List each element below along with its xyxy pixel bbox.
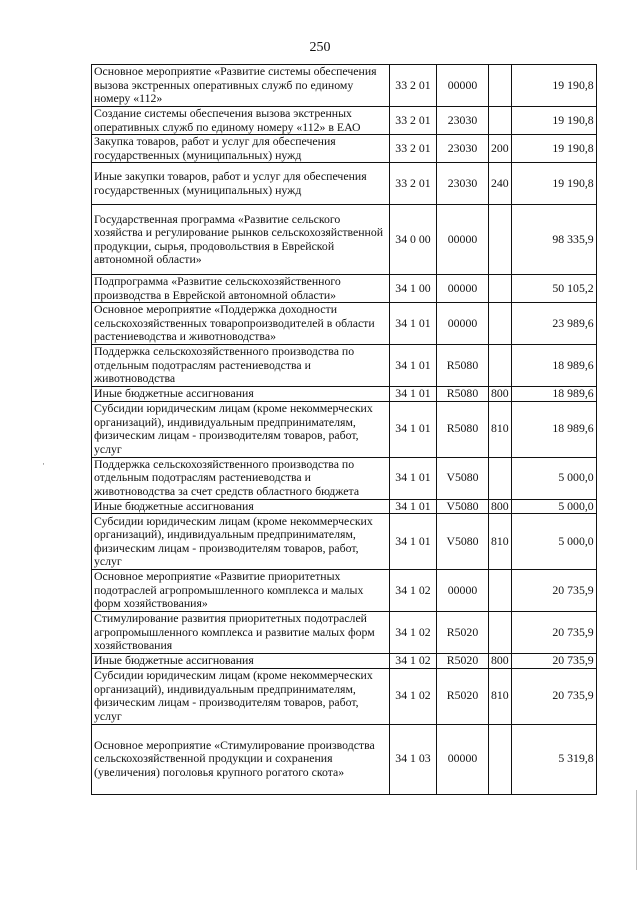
table-row xyxy=(92,514,597,570)
row-expense-type: 800 xyxy=(489,499,512,514)
budget-table xyxy=(91,64,597,795)
row-direction-code: 23030 xyxy=(437,135,489,163)
row-expense-type: 800 xyxy=(489,654,512,669)
row-amount: 19 190,8 xyxy=(511,65,596,107)
row-expense-type xyxy=(489,612,512,654)
row-name: Подпрограмма «Развитие сельскохозяйственного производства в Еврейской автономной области» xyxy=(92,275,390,303)
row-name: Иные бюджетные ассигнования xyxy=(92,499,390,514)
row-program-code: 34 1 02 xyxy=(390,654,437,669)
row-amount: 50 105,2 xyxy=(511,275,596,303)
scan-edge-line xyxy=(636,790,637,870)
row-name: Субсидии юридическим лицам (кроме некоммерческих организаций), индивидуальным предпринимателям, физическим лицам - производителям товаров, работ, услуг xyxy=(92,514,390,570)
row-expense-type xyxy=(489,275,512,303)
row-direction-code: 00000 xyxy=(437,724,489,794)
row-program-code: 34 1 01 xyxy=(390,387,437,402)
row-amount: 18 989,6 xyxy=(511,401,596,457)
row-expense-type xyxy=(489,724,512,794)
row-direction-code: R5020 xyxy=(437,668,489,724)
row-name: Субсидии юридическим лицам (кроме некоммерческих организаций), индивидуальным предпринимателям, физическим лицам - производителям товаров, работ, услуг xyxy=(92,668,390,724)
row-direction-code: R5020 xyxy=(437,612,489,654)
row-program-code: 34 1 03 xyxy=(390,724,437,794)
row-program-code: 34 0 00 xyxy=(390,205,437,275)
row-direction-code: R5080 xyxy=(437,401,489,457)
row-amount: 20 735,9 xyxy=(511,654,596,669)
table-row xyxy=(92,345,597,387)
row-name: Государственная программа «Развитие сельского хозяйства и регулирование рынков сельскохозяйственной продукции, сырья, продовольствия в Еврейской автономной области» xyxy=(92,205,390,275)
row-name: Иные бюджетные ассигнования xyxy=(92,387,390,402)
row-amount: 5 000,0 xyxy=(511,514,596,570)
row-expense-type: 810 xyxy=(489,514,512,570)
row-program-code: 34 1 02 xyxy=(390,612,437,654)
table-row xyxy=(92,668,597,724)
row-name: Основное мероприятие «Развитие системы обеспечения вызова экстренных оперативных служб по единому номеру «112» xyxy=(92,65,390,107)
row-direction-code: 23030 xyxy=(437,107,489,135)
table-row xyxy=(92,163,597,205)
row-name: Основное мероприятие «Поддержка доходности сельскохозяйственных товаропроизводителей в области растениеводства и животноводства» xyxy=(92,303,390,345)
row-amount: 5 319,8 xyxy=(511,724,596,794)
row-name: Стимулирование развития приоритетных подотраслей агропромышленного комплекса и развитие малых форм хозяйствования xyxy=(92,612,390,654)
row-expense-type xyxy=(489,570,512,612)
table-row xyxy=(92,303,597,345)
row-direction-code: 00000 xyxy=(437,570,489,612)
row-amount: 5 000,0 xyxy=(511,457,596,499)
table-row xyxy=(92,65,597,107)
row-program-code: 33 2 01 xyxy=(390,163,437,205)
row-direction-code: 23030 xyxy=(437,163,489,205)
row-name: Основное мероприятие «Развитие приоритетных подотраслей агропромышленного комплекса и малых форм хозяйствования» xyxy=(92,570,390,612)
row-program-code: 34 1 00 xyxy=(390,275,437,303)
table-row xyxy=(92,135,597,163)
row-name: Поддержка сельскохозяйственного производства по отдельным подотраслям растениеводства и животноводства за счет средств областного бюджета xyxy=(92,457,390,499)
row-expense-type xyxy=(489,457,512,499)
row-amount: 19 190,8 xyxy=(511,135,596,163)
row-expense-type: 800 xyxy=(489,387,512,402)
table-row xyxy=(92,457,597,499)
table-row xyxy=(92,205,597,275)
row-program-code: 33 2 01 xyxy=(390,107,437,135)
row-name: Иные закупки товаров, работ и услуг для обеспечения государственных (муниципальных) нужд xyxy=(92,163,390,205)
row-direction-code: R5080 xyxy=(437,387,489,402)
row-amount: 23 989,6 xyxy=(511,303,596,345)
scan-speck: · xyxy=(42,459,45,469)
table-row xyxy=(92,107,597,135)
row-direction-code: 00000 xyxy=(437,205,489,275)
table-row xyxy=(92,570,597,612)
row-direction-code: 00000 xyxy=(437,65,489,107)
row-program-code: 34 1 01 xyxy=(390,401,437,457)
row-direction-code: V5080 xyxy=(437,514,489,570)
row-amount: 18 989,6 xyxy=(511,387,596,402)
row-program-code: 34 1 01 xyxy=(390,345,437,387)
row-program-code: 33 2 01 xyxy=(390,135,437,163)
row-expense-type: 240 xyxy=(489,163,512,205)
row-name: Субсидии юридическим лицам (кроме некоммерческих организаций), индивидуальным предпринимателям, физическим лицам - производителям товаров, работ, услуг xyxy=(92,401,390,457)
row-program-code: 34 1 01 xyxy=(390,457,437,499)
row-amount: 19 190,8 xyxy=(511,107,596,135)
row-expense-type: 810 xyxy=(489,668,512,724)
row-expense-type xyxy=(489,65,512,107)
table-row xyxy=(92,724,597,794)
row-expense-type xyxy=(489,107,512,135)
row-amount: 18 989,6 xyxy=(511,345,596,387)
row-amount: 5 000,0 xyxy=(511,499,596,514)
table-row xyxy=(92,401,597,457)
row-direction-code: R5020 xyxy=(437,654,489,669)
row-program-code: 33 2 01 xyxy=(390,65,437,107)
table-body xyxy=(92,65,597,795)
row-direction-code: R5080 xyxy=(437,345,489,387)
row-amount: 20 735,9 xyxy=(511,570,596,612)
row-expense-type xyxy=(489,345,512,387)
row-amount: 98 335,9 xyxy=(511,205,596,275)
row-name: Поддержка сельскохозяйственного производства по отдельным подотраслям растениеводства и животноводства xyxy=(92,345,390,387)
row-direction-code: V5080 xyxy=(437,499,489,514)
row-expense-type xyxy=(489,205,512,275)
row-amount: 19 190,8 xyxy=(511,163,596,205)
row-expense-type xyxy=(489,303,512,345)
row-amount: 20 735,9 xyxy=(511,612,596,654)
row-name: Основное мероприятие «Стимулирование производства сельскохозяйственной продукции и сохранения (увеличения) поголовья крупного рогатого скота» xyxy=(92,724,390,794)
row-name: Закупка товаров, работ и услуг для обеспечения государственных (муниципальных) нужд xyxy=(92,135,390,163)
table-row xyxy=(92,654,597,669)
table-row xyxy=(92,387,597,402)
row-expense-type: 200 xyxy=(489,135,512,163)
row-program-code: 34 1 02 xyxy=(390,570,437,612)
row-expense-type: 810 xyxy=(489,401,512,457)
row-program-code: 34 1 01 xyxy=(390,514,437,570)
row-direction-code: V5080 xyxy=(437,457,489,499)
row-program-code: 34 1 01 xyxy=(390,499,437,514)
page-number: 250 xyxy=(309,40,331,55)
row-direction-code: 00000 xyxy=(437,303,489,345)
row-name: Создание системы обеспечения вызова экстренных оперативных служб по единому номеру «112» в ЕАО xyxy=(92,107,390,135)
row-direction-code: 00000 xyxy=(437,275,489,303)
row-name: Иные бюджетные ассигнования xyxy=(92,654,390,669)
table-row xyxy=(92,275,597,303)
row-program-code: 34 1 01 xyxy=(390,303,437,345)
row-program-code: 34 1 02 xyxy=(390,668,437,724)
table-row xyxy=(92,612,597,654)
table-row xyxy=(92,499,597,514)
row-amount: 20 735,9 xyxy=(511,668,596,724)
